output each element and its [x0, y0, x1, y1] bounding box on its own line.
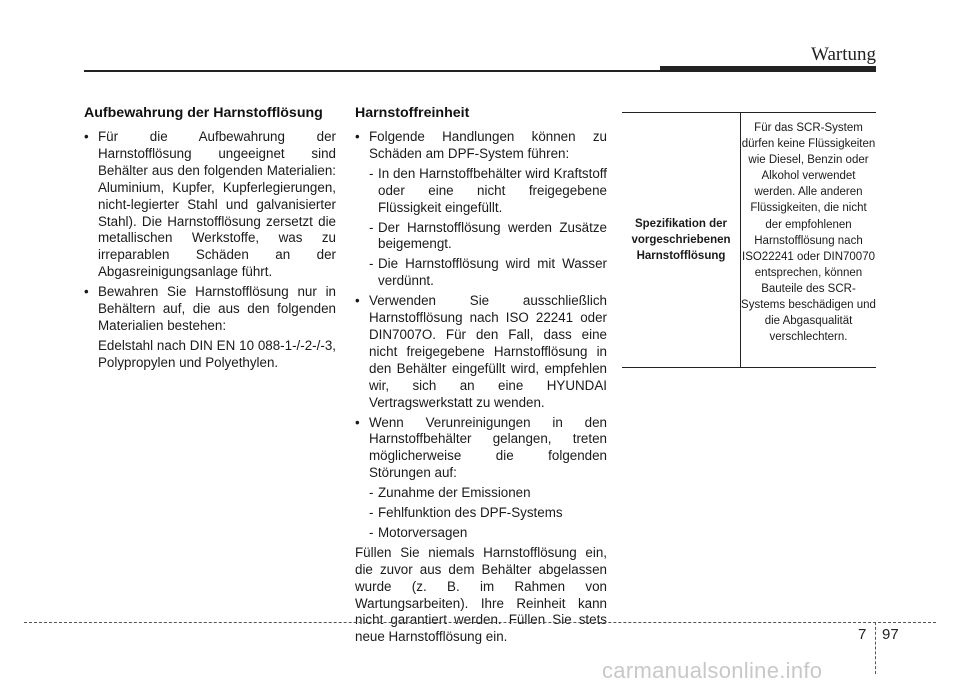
spec-label-cell	[622, 113, 741, 367]
storage-bullet-materials-suitable: • Bewahren Sie Harnstofflösung nur in Behältern auf, die aus den folgenden Materialien bestehen:	[84, 284, 336, 335]
fault-item-text: Zunahme der Emissionen	[378, 485, 531, 501]
damage-item: - In den Harnstoffbehälter wird Kraftstoff oder eine nicht freigegebene Flüssigkeit eingefüllt.	[369, 165, 607, 215]
storage-heading: Aufbewahrung der Harnstofflösung	[84, 105, 323, 121]
storage-bullet-materials-unsuitable: • Für die Aufbewahrung der Harnstofflösung ungeeignet sind Behälter aus den folgenden Materialien: Aluminium, Kupfer, Kupferlegierungen, nicht-legierter Stahl und galvanisierter Stahl). Die Harnstofflösung zersetzt die metallischen Werkstoffe, was zu irreparablen Schäden an der Abgasreinigungsanlage führt.	[84, 129, 336, 281]
damage-item-text: Der Harnstofflösung werden Zusätze beigemengt.	[378, 219, 607, 252]
damage-item-text: Die Harnstofflösung wird mit Wasser verdünnt.	[378, 256, 607, 289]
spec-table	[622, 112, 876, 368]
purity-bullet-iso: • Verwenden Sie ausschließlich Harnstofflösung nach ISO 22241 oder DIN7007O. Für den Fall, dass eine nicht freigegebene Harnstofflösung in den Behälter eingefüllt wird, empfehlen wir, sich an eine HYUNDAI Vertragswerkstatt zu wenden.	[355, 293, 607, 411]
fault-item: - Fehlfunktion des DPF-Systems	[369, 505, 563, 521]
fault-item: - Motorversagen	[369, 524, 468, 540]
purity-closing-paragraph: Füllen Sie niemals Harnstofflösung ein, die zuvor aus dem Behälter abgelassen wurde (z. B. im Rahmen von Wartungsarbeiten). Ihre Reinheit kann nicht garantiert werden. Füllen Sie stets neue Harnstofflösung ein.	[355, 544, 607, 645]
fault-item-text: Fehlfunktion des DPF-Systems	[378, 505, 563, 521]
damage-item: - Die Harnstofflösung wird mit Wasser verdünnt.	[369, 256, 607, 289]
purity-section	[355, 104, 607, 646]
purity-bullet-damage: • Folgende Handlungen können zu Schäden am DPF-System führen:	[355, 129, 607, 163]
page-number: 97	[882, 626, 899, 643]
damage-item: - Der Harnstofflösung werden Zusätze beigemengt.	[369, 219, 607, 252]
spec-text: Für das SCR-System dürfen keine Flüssigkeiten wie Diesel, Benzin oder Alkohol verwendet werden. Alle anderen Flüssigkeiten, die nicht der empfohlenen Harnstofflösung nach ISO22241 oder DIN70070 entsprechen, können Bauteile des SCR-Systems beschädigen und die Abgasqualität verschlechtern.	[741, 122, 876, 344]
chapter-number: 7	[858, 626, 867, 643]
fault-item: - Zunahme der Emissionen	[369, 485, 531, 501]
storage-section	[84, 104, 336, 375]
footer-rule	[24, 622, 936, 623]
spec-label: Spezifikation der vorgeschriebenen Harnstofflösung	[631, 218, 731, 262]
damage-item-text: In den Harnstoffbehälter wird Kraftstoff oder eine nicht freigegebene Flüssigkeit eingefüllt.	[378, 165, 607, 215]
fault-item-text: Motorversagen	[378, 524, 468, 540]
purity-bullet-contamination: • Wenn Verunreinigungen in den Harnstoffbehälter gelangen, treten möglicherweise die folgenden Störungen auf:	[355, 415, 607, 483]
section-title: Wartung	[811, 44, 876, 65]
footer-divider	[875, 622, 876, 674]
watermark: carmanualsonline.info	[602, 658, 823, 683]
storage-suitable-materials: Edelstahl nach DIN EN 10 088-1-/-2-/-3, Polypropylen und Polyethylen.	[98, 337, 336, 370]
purity-heading: Harnstoffreinheit	[355, 105, 470, 121]
header-bar	[660, 66, 876, 72]
